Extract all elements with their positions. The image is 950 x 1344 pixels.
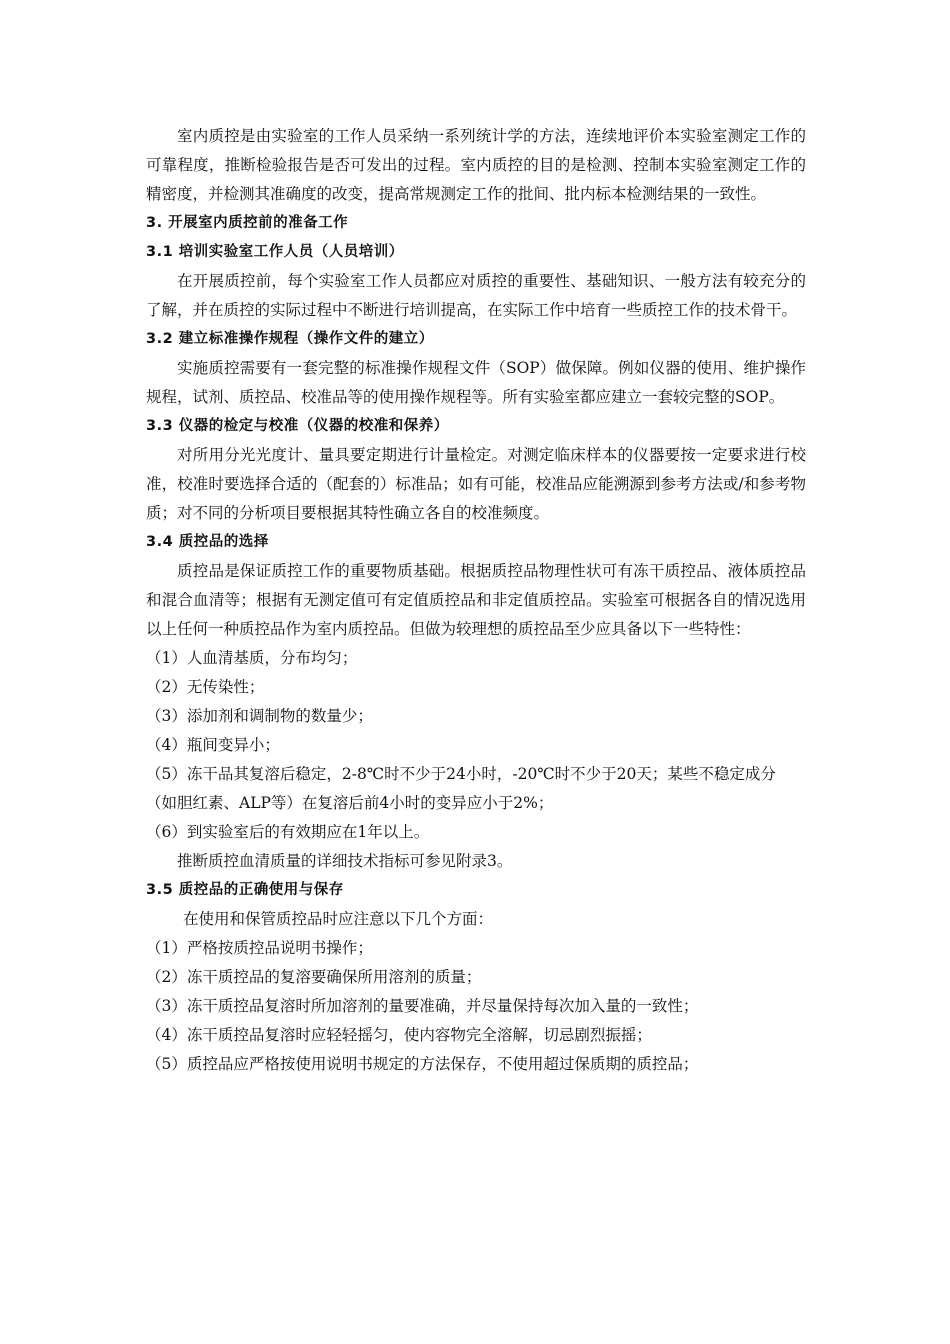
intro-paragraph: 室内质控是由实验室的工作人员采纳一系列统计学的方法，连续地评价本实验室测定工作的可靠程度，推断检验报告是否可发出的过程。室内质控的目的是检测、控制本实验室测定工作的精密度，并检测其准确度的改变，提高常规测定工作的批间、批内标本检测结果的一致性。 <box>146 127 806 203</box>
section-3-4-item-6: （6）到实验室后的有效期应在1年以上。 <box>146 823 430 841</box>
section-3-3-heading: 3.3 仪器的检定与校准（仪器的校准和保养） <box>146 418 449 434</box>
section-3-2-paragraph: 实施质控需要有一套完整的标准操作规程文件（SOP）做保障。例如仪器的使用、维护操作规程，试剂、质控品、校准品等的使用操作规程等。所有实验室都应建立一套较完整的SOP。 <box>146 359 806 406</box>
section-3-heading: 3. 开展室内质控前的准备工作 <box>146 215 349 231</box>
section-3-4-item-3: （3）添加剂和调制物的数量少； <box>146 707 373 725</box>
section-3-4-heading: 3.4 质控品的选择 <box>146 534 269 550</box>
section-3-4-note: 推断质控血清质量的详细技术指标可参见附录3。 <box>177 852 513 870</box>
section-3-1-paragraph: 在开展质控前，每个实验室工作人员都应对质控的重要性、基础知识、一般方法有较充分的了解，并在质控的实际过程中不断进行培训提高，在实际工作中培育一些质控工作的技术骨干。 <box>146 272 806 319</box>
section-3-1-heading: 3.1 培训实验室工作人员（人员培训） <box>146 244 404 260</box>
section-3-4-item-1: （1）人血清基质，分布均匀； <box>146 649 358 667</box>
section-3-5-item-1: （1）严格按质控品说明书操作； <box>146 939 373 957</box>
section-3-5-item-2: （2）冻干质控品的复溶要确保所用溶剂的质量； <box>146 968 482 986</box>
section-3-4-item-2: （2）无传染性； <box>146 678 265 696</box>
section-3-5-item-3: （3）冻干质控品复溶时所加溶剂的量要准确，并尽量保持每次加入量的一致性； <box>146 997 699 1015</box>
section-3-5-paragraph: 在使用和保管质控品时应注意以下几个方面： <box>183 910 494 928</box>
document-page <box>146 122 806 1079</box>
section-3-2-heading: 3.2 建立标准操作规程（操作文件的建立） <box>146 331 434 347</box>
section-3-4-item-5: （5）冻干品其复溶后稳定，2-8℃时不少于24小时，-20℃时不少于20天；某些不稳定成分（如胆红素、ALP等）在复溶后前4小时的变异应小于2%； <box>146 765 776 812</box>
section-3-5-heading: 3.5 质控品的正确使用与保存 <box>146 882 344 898</box>
section-3-5-item-4: （4）冻干质控品复溶时应轻轻摇匀，使内容物完全溶解，切忌剧烈振摇； <box>146 1026 652 1044</box>
section-3-3-paragraph: 对所用分光光度计、量具要定期进行计量检定。对测定临床样本的仪器要按一定要求进行校准，校准时要选择合适的（配套的）标准品；如有可能，校准品应能溯源到参考方法或/和参考物质；对不同的分析项目要根据其特性确立各自的校准频度。 <box>146 446 806 522</box>
section-3-5-item-5: （5）质控品应严格按使用说明书规定的方法保存，不使用超过保质期的质控品； <box>146 1055 699 1073</box>
section-3-4-paragraph: 质控品是保证质控工作的重要物质基础。根据质控品物理性状可有冻干质控品、液体质控品和混合血清等；根据有无测定值可有定值质控品和非定值质控品。实验室可根据各自的情况选用以上任何一种质控品作为室内质控品。但做为较理想的质控品至少应具备以下一些特性： <box>146 562 806 638</box>
section-3-4-item-4: （4）瓶间变异小； <box>146 736 280 754</box>
